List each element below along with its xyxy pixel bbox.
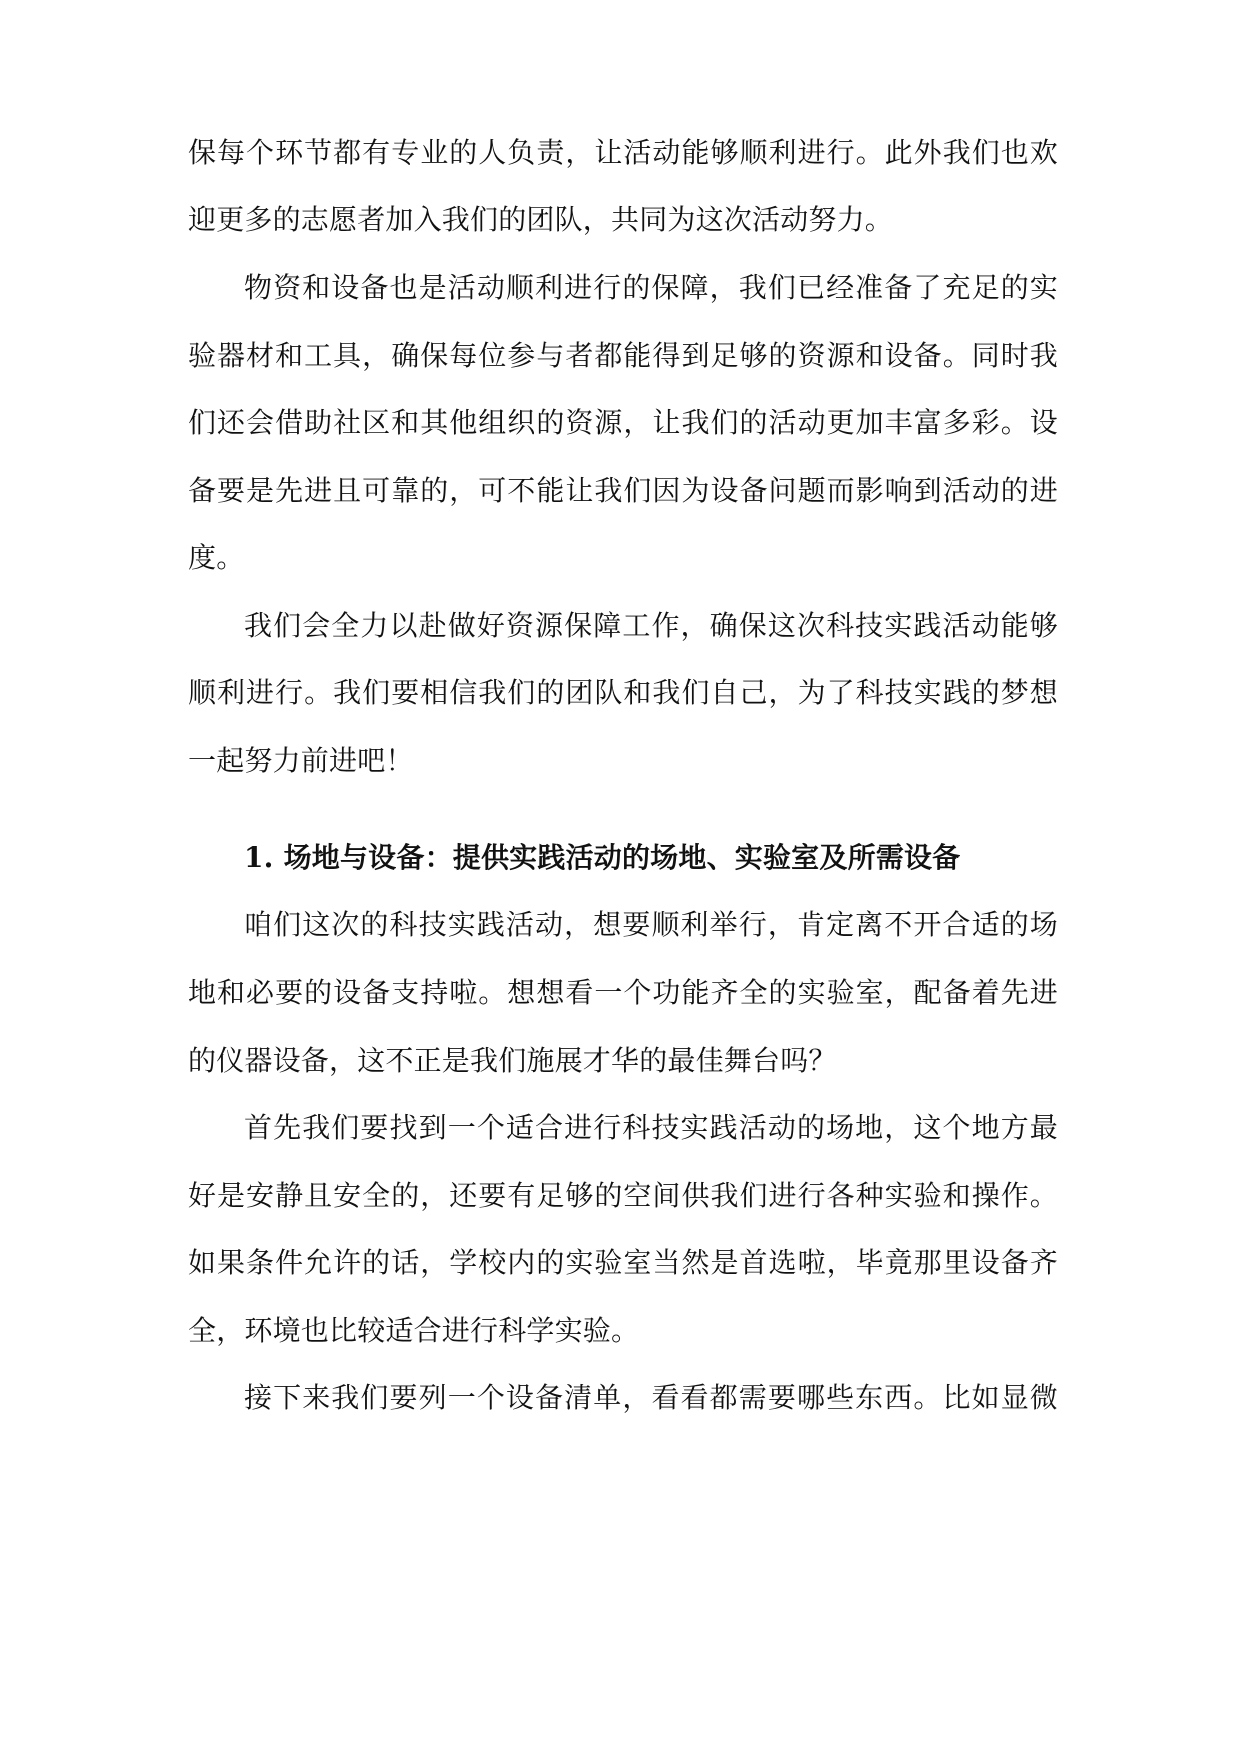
paragraph-3-line-3: 一起努力前进吧！ — [188, 744, 414, 777]
paragraph-2-line-5: 度。 — [188, 541, 245, 574]
paragraph-3-line-1: 我们会全力以赴做好资源保障工作，确保这次科技实践活动能够 — [244, 609, 1058, 642]
paragraph-3-line-2: 顺利进行。我们要相信我们的团队和我们自己，为了科技实践的梦想 — [188, 676, 1058, 709]
paragraph-2-line-3: 们还会借助社区和其他组织的资源，让我们的活动更加丰富多彩。设 — [188, 406, 1058, 439]
paragraph-2-line-2: 验器材和工具，确保每位参与者都能得到足够的资源和设备。同时我 — [188, 339, 1058, 372]
paragraph-2-line-1: 物资和设备也是活动顺利进行的保障，我们已经准备了充足的实 — [244, 271, 1058, 304]
section-heading: 1. 场地与设备：提供实践活动的场地、实验室及所需设备 — [244, 841, 961, 874]
paragraph-2-line-4: 备要是先进且可靠的，可不能让我们因为设备问题而影响到活动的进 — [188, 474, 1058, 507]
section-paragraph-1-line-1: 咱们这次的科技实践活动，想要顺利举行，肯定离不开合适的场 — [244, 908, 1058, 941]
section-paragraph-2-line-2: 好是安静且安全的，还要有足够的空间供我们进行各种实验和操作。 — [188, 1179, 1058, 1212]
section-paragraph-2-line-3: 如果条件允许的话，学校内的实验室当然是首选啦，毕竟那里设备齐 — [188, 1246, 1058, 1279]
section-paragraph-2-line-4: 全，环境也比较适合进行科学实验。 — [188, 1314, 640, 1347]
section-paragraph-1-line-3: 的仪器设备，这不正是我们施展才华的最佳舞台吗？ — [188, 1044, 837, 1077]
paragraph-1-line-1: 保每个环节都有专业的人负责，让活动能够顺利进行。此外我们也欢 — [188, 136, 1058, 169]
section-paragraph-2-line-1: 首先我们要找到一个适合进行科技实践活动的场地，这个地方最 — [244, 1111, 1058, 1144]
paragraph-1-line-2: 迎更多的志愿者加入我们的团队，共同为这次活动努力。 — [188, 203, 894, 236]
section-paragraph-3-line-1: 接下来我们要列一个设备清单，看看都需要哪些东西。比如显微 — [244, 1381, 1058, 1414]
section-paragraph-1-line-2: 地和必要的设备支持啦。想想看一个功能齐全的实验室，配备着先进 — [188, 976, 1058, 1009]
